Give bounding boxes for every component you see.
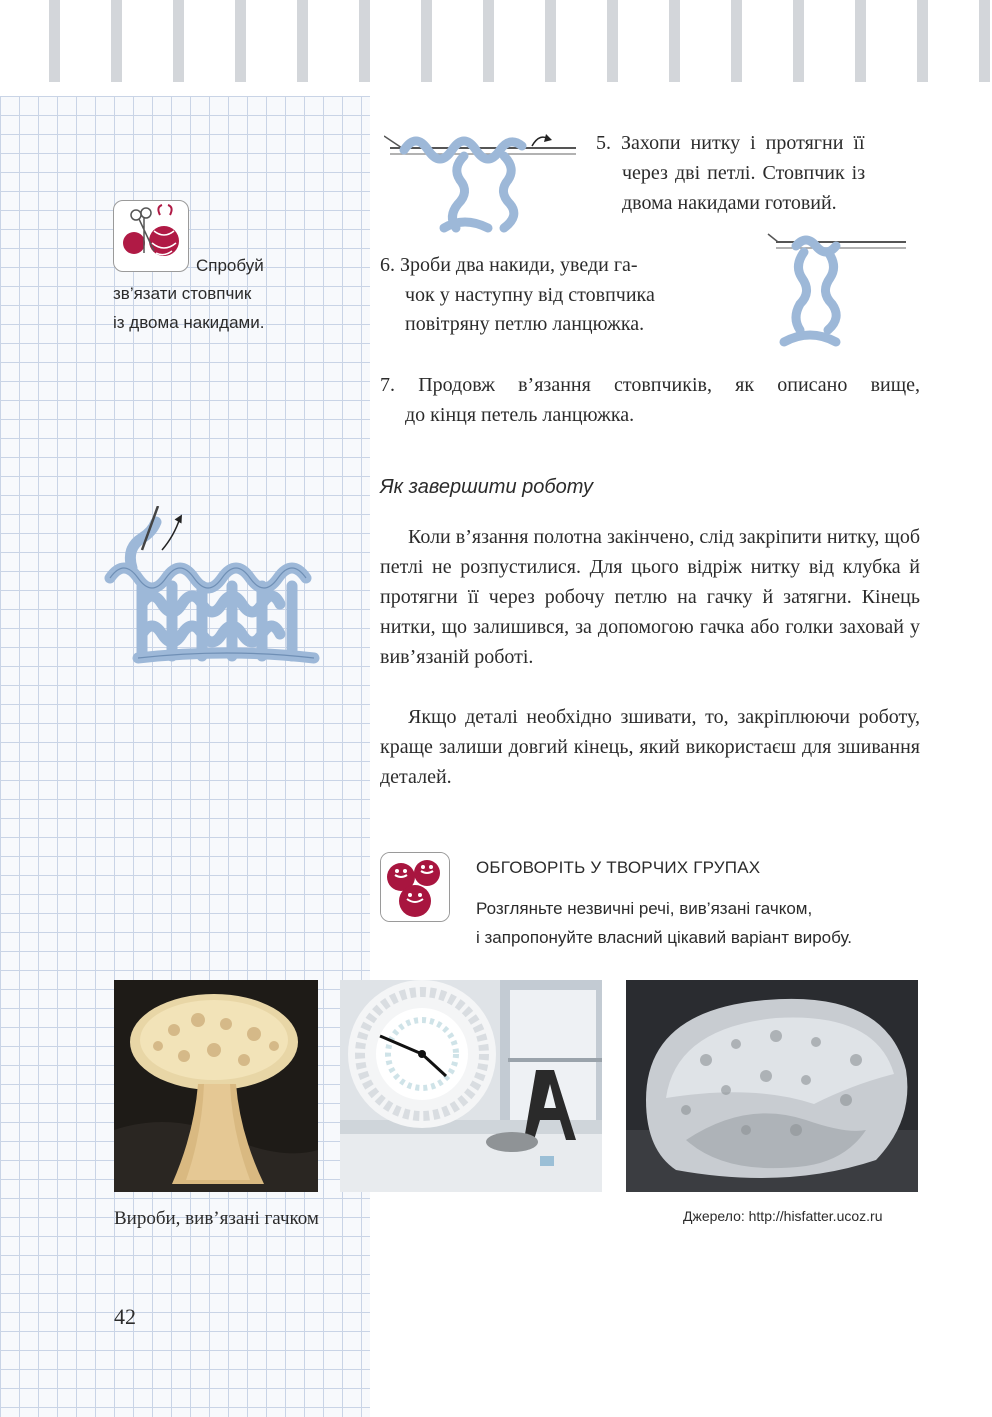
page-number: 42 [114,1304,136,1329]
crochet-step5-illustration [384,128,580,240]
crochet-step6-illustration [756,232,908,358]
top-stripe-decoration [0,0,992,82]
step6-line1: 6. Зроби два накиди, уведи га- [380,254,638,276]
discuss-line1: Розгляньте незвичні речі, вив’язані гачком, [476,899,813,918]
mushroom-lamp-photo [114,980,318,1192]
step5-line3: двома накидами готовий. [622,192,837,214]
sidebar-tip-line3: із двома накидами. [113,313,265,332]
discuss-line2: і запропонуйте власний цікавий варіант виробу. [476,928,853,947]
step7-line2: до кінця петель ланцюжка. [405,404,635,426]
lace-clock-photo [340,980,602,1192]
lace-chair-photo [626,980,918,1192]
sidebar-tip-line2: зв’язати стовпчик [113,284,252,303]
sidebar-tip-line1: Спробуй [196,256,264,275]
finish-paragraph-1 [380,522,920,672]
step5-line2: через дві петлі. Стовпчик із [622,162,866,184]
group-discussion-icon [380,852,450,922]
photos-source: Джерело: http://hisfatter.ucoz.ru [683,1208,883,1224]
step6-line3: повітряну петлю ланцюжка. [405,313,645,335]
section-heading: Як завершити роботу [380,476,593,498]
step7-line1: 7. Продовж в’язання стовпчиків, як описано вище, [380,374,920,396]
finish-paragraph-2-text: Якщо деталі необхідно зшивати, то, закріплюючи роботу, краще залиши довгий кінець, який використаєш для зшивання деталей. [380,706,920,788]
crochet-swatch-illustration [102,506,324,674]
discuss-title: ОБГОВОРІТЬ У ТВОРЧИХ ГРУПАХ [476,858,761,877]
step6-line2: чок у наступну від стовпчика [405,284,655,306]
photos-caption: Вироби, вив’язані гачком [114,1208,319,1229]
finish-paragraph-1-text: Коли в’язання полотна закінчено, слід закріпити нитку, щоб петлі не розпустилися. Для цього відріж нитку від клубка й протягни її через робочу петлю на гачку й затягни. Кінець нитки, що залишився, за допомогою гачка або голки заховай у вив’язаній роботі. [380,526,920,668]
finish-paragraph-2 [380,702,920,792]
step5-line1: 5. Захопи нитку і протягни її [596,132,865,154]
scissors-yarn-icon [113,200,189,272]
